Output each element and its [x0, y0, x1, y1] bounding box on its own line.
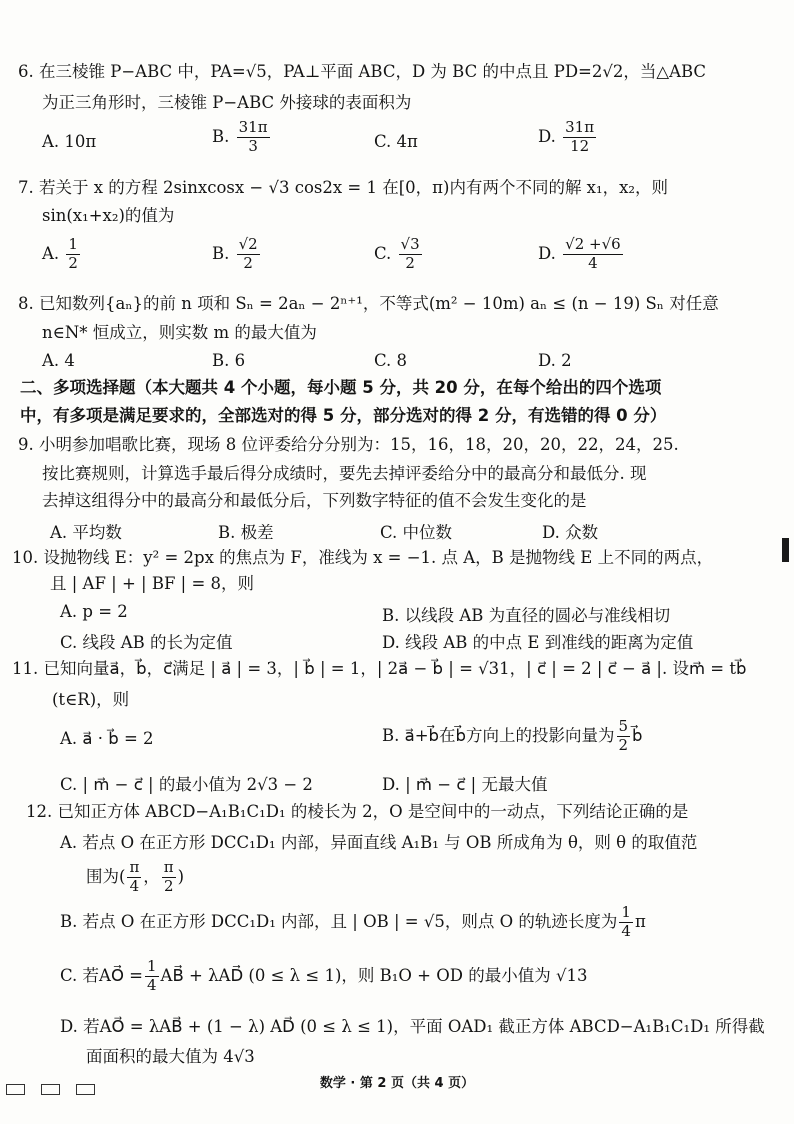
- q8-stem-line1: 8. 已知数列{aₙ}的前 n 项和 Sₙ = 2aₙ − 2ⁿ⁺¹，不等式(m² − 10m) aₙ ≤ (n − 19) Sₙ 对任意: [18, 294, 719, 313]
- q6-option-c: C. 4π: [374, 132, 418, 151]
- q11-option-b: B. a⃗+b⃗在b⃗方向上的投影向量为 $\frac{5}{2}$ b⃗: [382, 717, 643, 754]
- q6-option-a: A. 10π: [42, 132, 97, 151]
- q7-option-d: D. $\frac{√2 +√6}{4}$: [538, 235, 621, 272]
- q9-option-d: D. 众数: [542, 523, 599, 542]
- q11-stem-line2: (t∈R)，则: [52, 690, 130, 709]
- q9-stem-line2: 按比赛规则，计算选手最后得分成绩时，要先去掉评委给分中的最高分和最低分. 现: [42, 464, 647, 483]
- q7-option-c: C. $\frac{√3}{2}$: [374, 235, 420, 272]
- q6-option-d-fraction: $\frac{31\pi}{12}$: [565, 118, 595, 155]
- q10-option-d: D. 线段 AB 的中点 E 到准线的距离为定值: [382, 633, 694, 652]
- q10-option-b: B. 以线段 AB 为直径的圆必与准线相切: [382, 606, 671, 625]
- q12-stem-line1: 12. 已知正方体 ABCD−A₁B₁C₁D₁ 的棱长为 2，O 是空间中的一动点，下列结论正确的是: [26, 802, 689, 821]
- q7-stem-line2: sin(x₁+x₂)的值为: [42, 206, 175, 225]
- q7-option-b: B. $\frac{√2}{2}$: [212, 235, 258, 272]
- q12-option-a-line1: A. 若点 O 在正方形 DCC₁D₁ 内部，异面直线 A₁B₁ 与 OB 所成角为 θ，则 θ 的取值范: [60, 833, 698, 852]
- q6-stem-line1: 6. 在三棱锥 P−ABC 中，PA=√5，PA⊥平面 ABC，D 为 BC 的中点且 PD=2√2，当△ABC: [18, 62, 707, 81]
- q11-option-a: A. a⃗ · b⃗ = 2: [60, 729, 154, 748]
- q9-stem-line1: 9. 小明参加唱歌比赛，现场 8 位评委给分分别为：15，16，18，20，20，22，24，25.: [18, 435, 679, 454]
- section2-heading-line1: 二、多项选择题（本大题共 4 个小题，每小题 5 分，共 20 分，在每个给出的四个选项: [20, 378, 662, 397]
- q10-option-c: C. 线段 AB 的长为定值: [60, 633, 233, 652]
- q8-option-d: D. 2: [538, 351, 572, 370]
- q9-option-a: A. 平均数: [50, 523, 122, 542]
- page-number: 数学 · 第 2 页（共 4 页）: [319, 1076, 475, 1091]
- q6-option-d: D. $\frac{31\pi}{12}$: [538, 118, 595, 155]
- q8-option-b: B. 6: [212, 351, 246, 370]
- scan-edge-marker: [782, 538, 789, 562]
- q9-option-c: C. 中位数: [380, 523, 453, 542]
- q9-stem-line3: 去掉这组得分中的最高分和最低分后，下列数字特征的值不会发生变化的是: [42, 491, 587, 510]
- q9-option-b: B. 极差: [218, 523, 274, 542]
- q10-stem-line2: 且 | AF | + | BF | = 8，则: [50, 574, 255, 593]
- q6-option-b: B. $\frac{31\pi}{3}$: [212, 118, 268, 155]
- q11-stem-line1: 11. 已知向量a⃗，b⃗，c⃗满足 | a⃗ | = 3，| b⃗ | = 1，| 2a⃗ − b⃗ | = √31，| c⃗ | = 2 | c⃗ − a⃗ |. 设m⃗ = tb⃗: [12, 659, 747, 678]
- q8-option-a: A. 4: [42, 351, 75, 370]
- q7-option-a: A. $\frac{1}{2}$: [42, 235, 78, 272]
- q12-option-b: B. 若点 O 在正方形 DCC₁D₁ 内部，且 | OB | = √5，则点 O 的轨迹长度为 $\frac{1}{4}$ π: [60, 903, 646, 940]
- q6-option-b-fraction: $\frac{31\pi}{3}$: [238, 118, 268, 155]
- q10-stem-line1: 10. 设抛物线 E：y² = 2px 的焦点为 F，准线为 x = −1. 点 A，B 是抛物线 E 上不同的两点，: [12, 548, 714, 567]
- section2-heading-line2: 中，有多项是满足要求的，全部选对的得 5 分，部分选对的得 2 分，有选错的得 0 分）: [20, 406, 667, 425]
- q12-option-d-line2: 面面积的最大值为 4√3: [86, 1047, 255, 1066]
- q6-stem-line2: 为正三角形时，三棱锥 P−ABC 外接球的表面积为: [42, 93, 412, 112]
- q8-stem-line2: n∈N* 恒成立，则实数 m 的最大值为: [42, 323, 317, 342]
- q11-option-c: C. | m⃗ − c⃗ | 的最小值为 2√3 − 2: [60, 775, 313, 794]
- q12-option-a-line2: 围为( $\frac{\pi}{4}$ ， $\frac{\pi}{2}$ ): [86, 858, 185, 895]
- q11-option-d: D. | m⃗ − c⃗ | 无最大值: [382, 775, 548, 794]
- q10-option-a: A. p = 2: [60, 602, 128, 621]
- q12-option-c: C. 若AO⃗ = $\frac{1}{4}$ AB⃗ + λAD⃗ (0 ≤ λ ≤ 1)，则 B₁O + OD 的最小值为 √13: [60, 957, 588, 994]
- q8-option-c: C. 8: [374, 351, 408, 370]
- q7-stem-line1: 7. 若关于 x 的方程 2sinxcosx − √3 cos2x = 1 在[0，π)内有两个不同的解 x₁，x₂，则: [18, 178, 669, 197]
- q12-option-d-line1: D. 若AO⃗ = λAB⃗ + (1 − λ) AD⃗ (0 ≤ λ ≤ 1)，平面 OAD₁ 截正方体 ABCD−A₁B₁C₁D₁ 所得截: [60, 1017, 765, 1036]
